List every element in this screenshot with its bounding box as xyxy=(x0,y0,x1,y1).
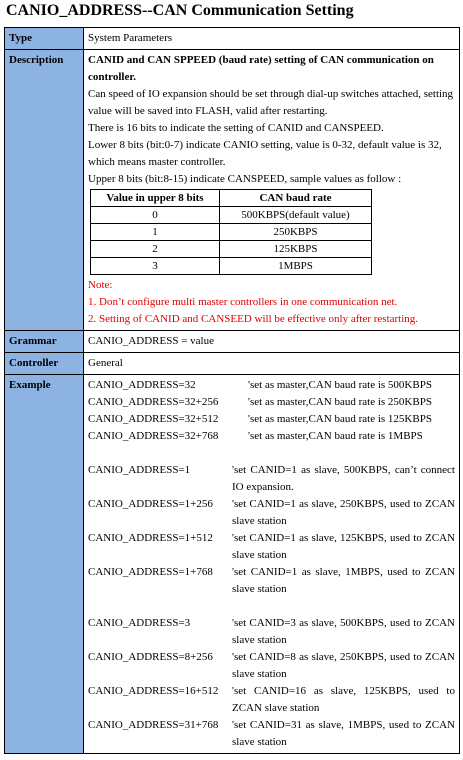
baud-row xyxy=(91,241,372,258)
example-code: CANIO_ADDRESS=3 xyxy=(88,617,191,629)
note-label: Note: xyxy=(88,279,113,291)
example-comment: 'set as master,CAN baud rate is 500KBPS xyxy=(248,379,432,391)
description-row xyxy=(5,50,460,331)
description-label: Description xyxy=(5,50,84,331)
baud-rate: 500KBPS(default value) xyxy=(220,207,372,224)
baud-header-rate: CAN baud rate xyxy=(220,190,372,207)
example-comment: 'set CANID=1 as slave, 500KBPS, can’t connect IO expansion. xyxy=(232,464,455,493)
baud-value: 3 xyxy=(91,258,220,275)
example-line xyxy=(88,530,455,564)
spec-table xyxy=(4,27,460,754)
example-code: CANIO_ADDRESS=32+768 xyxy=(88,430,219,442)
note-item: 2. Setting of CANID and CANSEED will be effective only after restarting. xyxy=(88,313,419,325)
example-line xyxy=(88,683,455,717)
example-comment: 'set CANID=1 as slave, 125KBPS, used to ZCAN slave station xyxy=(232,532,455,561)
example-line xyxy=(88,649,455,683)
description-paragraph: Lower 8 bits (bit:0-7) indicate CANIO setting, value is 0-32, default value is 32, which means master controller. xyxy=(88,139,442,168)
baud-row xyxy=(91,224,372,241)
example-code: CANIO_ADDRESS=32 xyxy=(88,379,196,391)
example-code: CANIO_ADDRESS=32+256 xyxy=(88,396,219,408)
type-label: Type xyxy=(5,28,84,50)
grammar-value: CANIO_ADDRESS = value xyxy=(84,331,460,353)
controller-row xyxy=(5,353,460,375)
baud-rate-table xyxy=(90,189,372,275)
example-line xyxy=(88,394,455,411)
example-comment: 'set CANID=8 as slave, 250KBPS, used to ZCAN slave station xyxy=(232,651,455,680)
type-value: System Parameters xyxy=(84,28,460,50)
baud-rate: 1MBPS xyxy=(220,258,372,275)
example-label: Example xyxy=(5,375,84,754)
example-comment: 'set CANID=16 as slave, 125KBPS, used to ZCAN slave station xyxy=(232,685,455,714)
example-line xyxy=(88,462,455,496)
description-heading: CANID and CAN SPPEED (baud rate) setting of CAN communication on controller. xyxy=(88,54,434,83)
example-comment: 'set CANID=1 as slave, 1MBPS, used to ZCAN slave station xyxy=(232,566,455,595)
baud-value: 2 xyxy=(91,241,220,258)
example-row xyxy=(5,375,460,754)
example-line xyxy=(88,496,455,530)
example-code: CANIO_ADDRESS=1+512 xyxy=(88,532,213,544)
example-comment: 'set as master,CAN baud rate is 1MBPS xyxy=(248,430,423,442)
baud-row xyxy=(91,207,372,224)
grammar-row xyxy=(5,331,460,353)
baud-header-row xyxy=(91,190,372,207)
example-comment: 'set as master,CAN baud rate is 250KBPS xyxy=(248,396,432,408)
example-comment: 'set CANID=1 as slave, 250KBPS, used to ZCAN slave station xyxy=(232,498,455,527)
example-spacer xyxy=(88,445,455,462)
description-paragraph: There is 16 bits to indicate the setting of CANID and CANSPEED. xyxy=(88,122,384,134)
controller-label: Controller xyxy=(5,353,84,375)
note-item: 1. Don’t configure multi master controllers in one communication net. xyxy=(88,296,398,308)
example-code: CANIO_ADDRESS=16+512 xyxy=(88,685,219,697)
baud-rate: 125KBPS xyxy=(220,241,372,258)
page-title: CANIO_ADDRESS--CAN Communication Setting xyxy=(6,2,354,19)
example-code: CANIO_ADDRESS=8+256 xyxy=(88,651,213,663)
description-paragraph: Can speed of IO expansion should be set through dial-up switches attached, setting value will be saved into FLASH, valid after restarting. xyxy=(88,88,454,117)
grammar-label: Grammar xyxy=(5,331,84,353)
example-comment: 'set CANID=3 as slave, 500KBPS, used to ZCAN slave station xyxy=(232,617,455,646)
description-paragraph: Upper 8 bits (bit:8-15) indicate CANSPEED, sample values as follow : xyxy=(88,173,402,185)
baud-rate: 250KBPS xyxy=(220,224,372,241)
baud-value: 0 xyxy=(91,207,220,224)
example-cell xyxy=(84,375,460,754)
example-code: CANIO_ADDRESS=1+256 xyxy=(88,498,213,510)
example-line xyxy=(88,411,455,428)
example-line xyxy=(88,717,455,751)
type-row xyxy=(5,28,460,50)
baud-value: 1 xyxy=(91,224,220,241)
baud-row xyxy=(91,258,372,275)
example-line xyxy=(88,615,455,649)
description-cell xyxy=(84,50,460,331)
example-code: CANIO_ADDRESS=31+768 xyxy=(88,719,219,731)
example-line xyxy=(88,564,455,598)
example-comment: 'set CANID=31 as slave, 1MBPS, used to ZCAN slave station xyxy=(232,719,455,748)
example-comment: 'set as master,CAN baud rate is 125KBPS xyxy=(248,413,432,425)
example-line xyxy=(88,377,455,394)
example-code: CANIO_ADDRESS=1+768 xyxy=(88,566,213,578)
controller-value: General xyxy=(84,353,460,375)
baud-header-value: Value in upper 8 bits xyxy=(91,190,220,207)
example-spacer xyxy=(88,598,455,615)
example-code: CANIO_ADDRESS=1 xyxy=(88,464,191,476)
example-code: CANIO_ADDRESS=32+512 xyxy=(88,413,219,425)
example-line xyxy=(88,428,455,445)
